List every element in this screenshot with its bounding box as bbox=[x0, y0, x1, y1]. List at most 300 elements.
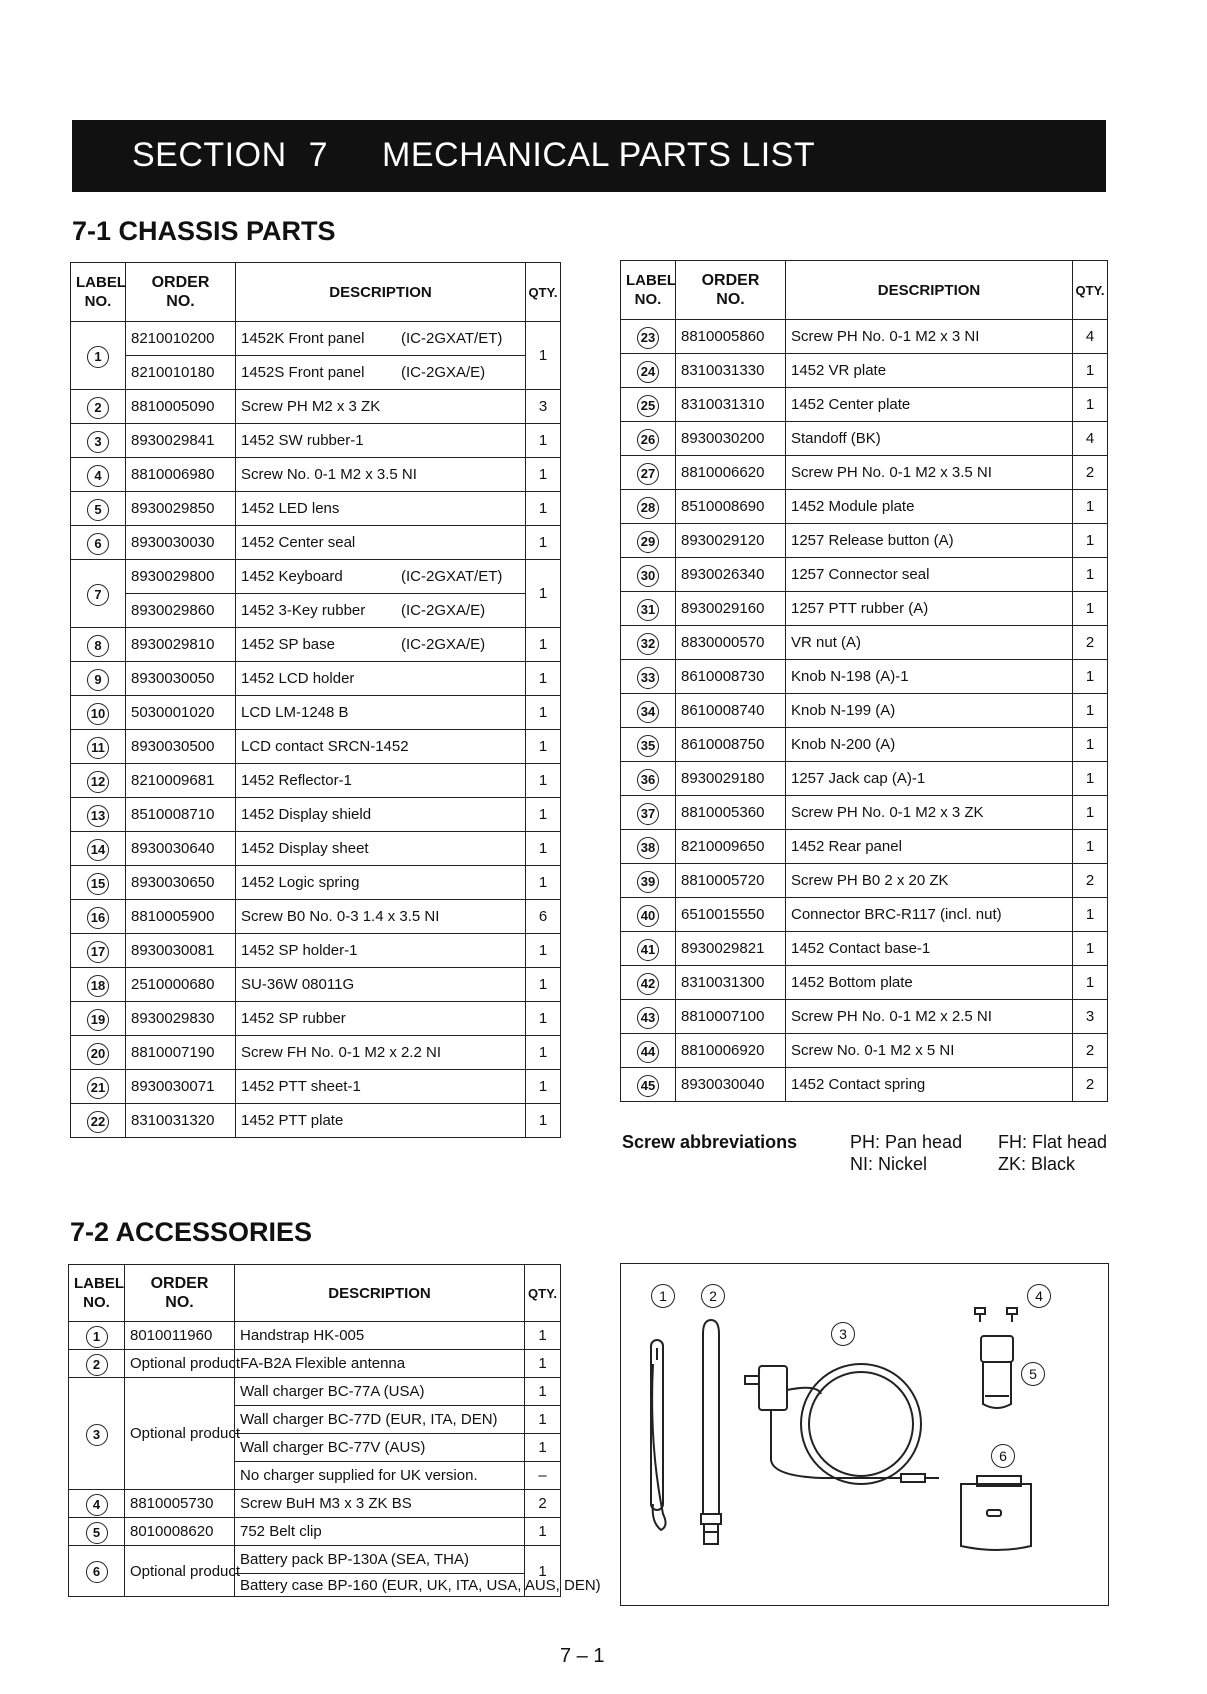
table-row bbox=[621, 456, 1108, 490]
row-qty: 1 bbox=[525, 1518, 561, 1546]
row-order: 8510008710 bbox=[126, 798, 236, 832]
description-text: VR nut (A) bbox=[791, 634, 862, 651]
label-circle: 45 bbox=[637, 1075, 659, 1097]
description-text: Screw PH No. 0-1 M2 x 2.5 NI bbox=[791, 1008, 992, 1025]
row-description bbox=[236, 900, 526, 934]
row-description: Battery case BP-160 (EUR, UK, ITA, USA, AUS, DEN) bbox=[235, 1574, 525, 1597]
label-circle: 31 bbox=[637, 599, 659, 621]
row-label: 3 bbox=[69, 1378, 125, 1490]
table-row bbox=[71, 934, 561, 968]
description-text: Connector BRC-R117 (incl. nut) bbox=[791, 906, 1002, 923]
row-label bbox=[71, 1002, 126, 1036]
label-circle: 30 bbox=[637, 565, 659, 587]
belt-clip-drawing bbox=[981, 1336, 1013, 1408]
row-order: 8930026340 bbox=[676, 558, 786, 592]
row-qty: 4 bbox=[1073, 422, 1108, 456]
row-label bbox=[621, 388, 676, 422]
table-row bbox=[621, 524, 1108, 558]
row-qty: 1 bbox=[526, 1002, 561, 1036]
row-qty: 1 bbox=[526, 560, 561, 628]
row-description: FA-B2A Flexible antenna bbox=[235, 1350, 525, 1378]
table-row bbox=[71, 628, 561, 662]
row-order: 8930029120 bbox=[676, 524, 786, 558]
row-order: 8930030081 bbox=[126, 934, 236, 968]
row-order: 8810007100 bbox=[676, 1000, 786, 1034]
row-description: Battery pack BP-130A (SEA, THA) bbox=[235, 1546, 525, 1574]
table-row bbox=[71, 866, 561, 900]
table-row bbox=[621, 1034, 1108, 1068]
row-description bbox=[786, 694, 1073, 728]
label-circle: 5 bbox=[87, 499, 109, 521]
row-description bbox=[236, 526, 526, 560]
figure-label-1: 1 bbox=[651, 1284, 675, 1308]
description-text: 1452 VR plate bbox=[791, 362, 887, 379]
label-circle: 7 bbox=[87, 584, 109, 606]
description-text: 1452 Logic spring bbox=[241, 874, 360, 891]
row-qty: 1 bbox=[1073, 796, 1108, 830]
label-circle: 35 bbox=[637, 735, 659, 757]
table-row bbox=[621, 354, 1108, 388]
row-label: 6 bbox=[69, 1546, 125, 1597]
description-text: 1452 Reflector-1 bbox=[241, 772, 352, 789]
table-row bbox=[621, 864, 1108, 898]
row-label bbox=[71, 628, 126, 662]
label-circle: 40 bbox=[637, 905, 659, 927]
row-order: 8310031300 bbox=[676, 966, 786, 1000]
row-order: 8310031320 bbox=[126, 1104, 236, 1138]
description-text: 1452 PTT plate bbox=[241, 1112, 344, 1129]
row-description bbox=[236, 866, 526, 900]
row-label bbox=[71, 696, 126, 730]
row-order: 8930030200 bbox=[676, 422, 786, 456]
row-description bbox=[236, 458, 526, 492]
description-text: 1257 Jack cap (A)-1 bbox=[791, 770, 926, 787]
label-circle: 39 bbox=[637, 871, 659, 893]
row-description bbox=[786, 558, 1073, 592]
row-qty: 1 bbox=[1073, 592, 1108, 626]
row-order: 8810005090 bbox=[126, 390, 236, 424]
row-qty: 1 bbox=[526, 764, 561, 798]
row-label bbox=[621, 558, 676, 592]
row-label bbox=[71, 492, 126, 526]
row-qty: 1 bbox=[1073, 388, 1108, 422]
label-circle: 4 bbox=[87, 465, 109, 487]
description-text: 1452 Bottom plate bbox=[791, 974, 913, 991]
row-label: 2 bbox=[69, 1350, 125, 1378]
row-description bbox=[236, 832, 526, 866]
row-order: 8930030050 bbox=[126, 662, 236, 696]
abbr-fh: FH: Flat head bbox=[998, 1132, 1108, 1152]
row-description bbox=[786, 456, 1073, 490]
row-order: 8210010200 bbox=[126, 322, 236, 356]
label-circle: 8 bbox=[87, 635, 109, 657]
label-circle: 12 bbox=[87, 771, 109, 793]
row-description bbox=[786, 354, 1073, 388]
row-label bbox=[71, 662, 126, 696]
row-order: 8930029841 bbox=[126, 424, 236, 458]
screws-drawing bbox=[975, 1308, 1017, 1322]
row-label bbox=[621, 932, 676, 966]
accessories-heading: 7-2 ACCESSORIES bbox=[70, 1217, 313, 1247]
label-circle: 42 bbox=[637, 973, 659, 995]
description-text: Screw No. 0-1 M2 x 3.5 NI bbox=[241, 466, 417, 483]
row-qty: – bbox=[525, 1462, 561, 1490]
row-qty: 2 bbox=[1073, 1068, 1108, 1102]
row-order: 8930029810 bbox=[126, 628, 236, 662]
label-circle: 29 bbox=[637, 531, 659, 553]
description-text: 1452 SW rubber-1 bbox=[241, 432, 364, 449]
row-description bbox=[236, 1036, 526, 1070]
description-text: Knob N-200 (A) bbox=[791, 736, 896, 753]
col-label: LABEL NO. bbox=[621, 261, 676, 320]
row-label bbox=[71, 934, 126, 968]
abbr-zk: ZK: Black bbox=[998, 1154, 1076, 1174]
table-row bbox=[621, 388, 1108, 422]
table-row bbox=[621, 1068, 1108, 1102]
row-order: 8610008730 bbox=[676, 660, 786, 694]
row-label bbox=[621, 762, 676, 796]
label-circle: 21 bbox=[87, 1077, 109, 1099]
row-description bbox=[786, 864, 1073, 898]
row-qty: 1 bbox=[526, 1070, 561, 1104]
row-qty: 1 bbox=[525, 1322, 561, 1350]
row-order: 8810006980 bbox=[126, 458, 236, 492]
row-description bbox=[236, 662, 526, 696]
description-text: Screw B0 No. 0-3 1.4 x 3.5 NI bbox=[241, 908, 440, 925]
row-label bbox=[71, 1104, 126, 1138]
row-label bbox=[71, 866, 126, 900]
col-order: ORDER NO. bbox=[676, 261, 786, 320]
label-circle: 15 bbox=[87, 873, 109, 895]
table-row bbox=[71, 1036, 561, 1070]
row-qty: 1 bbox=[1073, 524, 1108, 558]
description-text: 1452 Center plate bbox=[791, 396, 911, 413]
row-description bbox=[236, 1002, 526, 1036]
row-label bbox=[621, 898, 676, 932]
description-text: 1257 PTT rubber (A) bbox=[791, 600, 929, 617]
row-label bbox=[621, 796, 676, 830]
row-qty: 1 bbox=[526, 866, 561, 900]
table-row bbox=[71, 900, 561, 934]
row-order: 8930029800 bbox=[126, 560, 236, 594]
row-label bbox=[621, 490, 676, 524]
description-text: Knob N-198 (A)-1 bbox=[791, 668, 909, 685]
row-description bbox=[236, 560, 526, 594]
row-label bbox=[621, 1068, 676, 1102]
col-description: DESCRIPTION bbox=[235, 1265, 525, 1322]
label-circle: 3 bbox=[87, 431, 109, 453]
row-qty: 6 bbox=[526, 900, 561, 934]
abbr-ph: PH: Pan head bbox=[850, 1132, 963, 1152]
row-qty: 1 bbox=[1073, 762, 1108, 796]
row-description bbox=[786, 388, 1073, 422]
row-label bbox=[71, 968, 126, 1002]
table-row bbox=[71, 1002, 561, 1036]
row-description: Wall charger BC-77A (USA) bbox=[235, 1378, 525, 1406]
row-order: Optional product bbox=[125, 1546, 235, 1597]
row-order: 8930030650 bbox=[126, 866, 236, 900]
row-order: Optional product bbox=[125, 1350, 235, 1378]
description-text: 1452 Rear panel bbox=[791, 838, 902, 855]
table-row bbox=[621, 1000, 1108, 1034]
row-description: Wall charger BC-77D (EUR, ITA, DEN) bbox=[235, 1406, 525, 1434]
label-circle: 44 bbox=[637, 1041, 659, 1063]
table-row bbox=[71, 968, 561, 1002]
row-qty: 1 bbox=[526, 662, 561, 696]
row-qty: 1 bbox=[1073, 694, 1108, 728]
row-description bbox=[786, 796, 1073, 830]
handstrap-drawing bbox=[651, 1340, 666, 1530]
row-qty: 1 bbox=[526, 832, 561, 866]
row-description bbox=[236, 798, 526, 832]
row-label bbox=[71, 390, 126, 424]
row-description bbox=[236, 356, 526, 390]
row-label bbox=[71, 458, 126, 492]
row-label bbox=[71, 526, 126, 560]
label-circle: 1 bbox=[87, 346, 109, 368]
description-text: LCD contact SRCN-1452 bbox=[241, 738, 409, 755]
row-order: 8210009681 bbox=[126, 764, 236, 798]
description-text: Screw No. 0-1 M2 x 5 NI bbox=[791, 1042, 955, 1059]
row-label bbox=[71, 764, 126, 798]
col-qty: QTY. bbox=[1073, 261, 1108, 320]
row-qty: 1 bbox=[526, 730, 561, 764]
description-text: Screw PH No. 0-1 M2 x 3 ZK bbox=[791, 804, 984, 821]
table-row bbox=[621, 932, 1108, 966]
row-label bbox=[621, 966, 676, 1000]
description-text: Screw PH No. 0-1 M2 x 3 NI bbox=[791, 328, 980, 345]
row-order: 8310031330 bbox=[676, 354, 786, 388]
table-row bbox=[621, 830, 1108, 864]
label-circle: 10 bbox=[87, 703, 109, 725]
table-row bbox=[621, 592, 1108, 626]
table-row bbox=[69, 1350, 561, 1378]
model-variant: (IC-2GXA/E) bbox=[401, 364, 486, 381]
description-text: Knob N-199 (A) bbox=[791, 702, 896, 719]
row-label bbox=[621, 830, 676, 864]
row-qty: 1 bbox=[526, 968, 561, 1002]
description-text: 1452 SP base bbox=[241, 636, 335, 653]
chassis-table-right bbox=[620, 260, 1108, 1102]
description-text: 1452 Contact base-1 bbox=[791, 940, 931, 957]
col-order: ORDER NO. bbox=[125, 1265, 235, 1322]
row-label bbox=[621, 694, 676, 728]
label-circle: 36 bbox=[637, 769, 659, 791]
row-qty: 3 bbox=[526, 390, 561, 424]
description-text: 1452 SP holder-1 bbox=[241, 942, 358, 959]
row-qty: 1 bbox=[525, 1434, 561, 1462]
label-circle: 6 bbox=[87, 533, 109, 555]
row-label bbox=[621, 592, 676, 626]
col-description: DESCRIPTION bbox=[786, 261, 1073, 320]
table-row bbox=[71, 832, 561, 866]
row-description bbox=[236, 1070, 526, 1104]
table-row bbox=[71, 322, 561, 356]
row-qty: 2 bbox=[525, 1490, 561, 1518]
row-order: 8930030071 bbox=[126, 1070, 236, 1104]
label-circle: 43 bbox=[637, 1007, 659, 1029]
table-row bbox=[71, 1104, 561, 1138]
row-description bbox=[236, 968, 526, 1002]
row-qty: 1 bbox=[526, 424, 561, 458]
row-description bbox=[786, 1034, 1073, 1068]
row-description: No charger supplied for UK version. bbox=[235, 1462, 525, 1490]
battery-case-drawing bbox=[961, 1476, 1031, 1550]
row-description: Screw BuH M3 x 3 ZK BS bbox=[235, 1490, 525, 1518]
label-circle: 27 bbox=[637, 463, 659, 485]
row-order: 8930029180 bbox=[676, 762, 786, 796]
table-row bbox=[71, 390, 561, 424]
row-qty: 1 bbox=[1073, 830, 1108, 864]
table-row bbox=[69, 1518, 561, 1546]
description-text: 1257 Release button (A) bbox=[791, 532, 954, 549]
description-text: Screw PH No. 0-1 M2 x 3.5 NI bbox=[791, 464, 992, 481]
table-row bbox=[71, 696, 561, 730]
description-text: Screw PH B0 2 x 20 ZK bbox=[791, 872, 949, 889]
section-title bbox=[132, 136, 815, 175]
row-qty: 1 bbox=[526, 458, 561, 492]
description-text: 1257 Connector seal bbox=[791, 566, 930, 583]
row-description bbox=[236, 628, 526, 662]
col-description: DESCRIPTION bbox=[236, 263, 526, 322]
row-order: 8810006920 bbox=[676, 1034, 786, 1068]
row-description bbox=[786, 660, 1073, 694]
row-order: 8930029160 bbox=[676, 592, 786, 626]
label-circle: 2 bbox=[87, 397, 109, 419]
page-number: 7 – 1 bbox=[560, 1645, 605, 1667]
row-order: 8930030640 bbox=[126, 832, 236, 866]
chassis-table-left bbox=[70, 262, 561, 1138]
abbreviations-title: Screw abbreviations bbox=[622, 1132, 798, 1152]
row-qty: 1 bbox=[526, 798, 561, 832]
row-label bbox=[71, 798, 126, 832]
antenna-drawing bbox=[701, 1320, 721, 1544]
row-description bbox=[786, 592, 1073, 626]
row-order: 8930029830 bbox=[126, 1002, 236, 1036]
row-order: 8010008620 bbox=[125, 1518, 235, 1546]
table-row bbox=[621, 320, 1108, 354]
row-label bbox=[621, 1034, 676, 1068]
label-circle: 20 bbox=[87, 1043, 109, 1065]
row-label bbox=[71, 424, 126, 458]
section-name: MECHANICAL PARTS LIST bbox=[382, 136, 816, 174]
table-row bbox=[71, 458, 561, 492]
row-description bbox=[236, 1104, 526, 1138]
label-circle: 23 bbox=[637, 327, 659, 349]
label-circle: 11 bbox=[87, 737, 109, 759]
description-text: 1452 Center seal bbox=[241, 534, 356, 551]
table-row bbox=[621, 728, 1108, 762]
row-order: 6510015550 bbox=[676, 898, 786, 932]
description-text: Screw FH No. 0-1 M2 x 2.2 NI bbox=[241, 1044, 442, 1061]
row-order: 8010011960 bbox=[125, 1322, 235, 1350]
label-circle: 33 bbox=[637, 667, 659, 689]
row-description bbox=[786, 762, 1073, 796]
row-order: 8610008750 bbox=[676, 728, 786, 762]
row-order: 5030001020 bbox=[126, 696, 236, 730]
table-row bbox=[69, 1490, 561, 1518]
row-label bbox=[621, 626, 676, 660]
row-description bbox=[786, 830, 1073, 864]
row-order: 8930030040 bbox=[676, 1068, 786, 1102]
row-description bbox=[786, 626, 1073, 660]
row-order: 8810006620 bbox=[676, 456, 786, 490]
accessories-table bbox=[68, 1264, 601, 1597]
description-text: 1452 LCD holder bbox=[241, 670, 355, 687]
label-circle: 19 bbox=[87, 1009, 109, 1031]
row-description bbox=[786, 490, 1073, 524]
label-circle: 24 bbox=[637, 361, 659, 383]
table-row bbox=[69, 1378, 561, 1406]
wall-charger-drawing bbox=[745, 1364, 939, 1484]
label-circle: 16 bbox=[87, 907, 109, 929]
description-text: 1452S Front panel bbox=[241, 364, 365, 381]
description-text: SU-36W 08011G bbox=[241, 976, 355, 993]
table-row bbox=[621, 762, 1108, 796]
row-qty: 4 bbox=[1073, 320, 1108, 354]
section-number: 7 bbox=[308, 136, 329, 174]
row-qty: 1 bbox=[1073, 660, 1108, 694]
description-text: 1452 3-Key rubber bbox=[241, 602, 366, 619]
row-order: 8810007190 bbox=[126, 1036, 236, 1070]
label-circle: 38 bbox=[637, 837, 659, 859]
row-order: 8810005860 bbox=[676, 320, 786, 354]
row-description bbox=[786, 524, 1073, 558]
table-row bbox=[621, 796, 1108, 830]
row-description bbox=[236, 764, 526, 798]
table-row bbox=[71, 526, 561, 560]
description-text: 1452 PTT sheet-1 bbox=[241, 1078, 361, 1095]
row-description: Handstrap HK-005 bbox=[235, 1322, 525, 1350]
accessories-illustration bbox=[620, 1263, 1109, 1606]
description-text: 1452 SP rubber bbox=[241, 1010, 346, 1027]
row-order: 8510008690 bbox=[676, 490, 786, 524]
col-label: LABEL NO. bbox=[69, 1265, 125, 1322]
row-label bbox=[621, 660, 676, 694]
label-circle: 17 bbox=[87, 941, 109, 963]
row-label bbox=[71, 730, 126, 764]
accessories-drawing bbox=[621, 1264, 1108, 1605]
row-order: 8930029821 bbox=[676, 932, 786, 966]
row-qty: 1 bbox=[1073, 728, 1108, 762]
description-text: 1452K Front panel bbox=[241, 330, 365, 347]
row-label bbox=[621, 320, 676, 354]
table-row bbox=[71, 560, 561, 594]
row-label bbox=[71, 832, 126, 866]
row-label bbox=[71, 560, 126, 628]
row-order: 8810005360 bbox=[676, 796, 786, 830]
label-circle: 18 bbox=[87, 975, 109, 997]
description-text: 1452 Module plate bbox=[791, 498, 915, 515]
row-description bbox=[786, 1000, 1073, 1034]
row-order: 8930029850 bbox=[126, 492, 236, 526]
label-circle: 34 bbox=[637, 701, 659, 723]
row-description bbox=[786, 320, 1073, 354]
row-order: 8210009650 bbox=[676, 830, 786, 864]
row-description bbox=[786, 422, 1073, 456]
label-circle: 28 bbox=[637, 497, 659, 519]
row-order: 8830000570 bbox=[676, 626, 786, 660]
section-banner bbox=[72, 120, 1106, 192]
row-order: Optional product bbox=[125, 1378, 235, 1490]
row-description bbox=[236, 594, 526, 628]
table-row bbox=[621, 626, 1108, 660]
row-order: 8930029860 bbox=[126, 594, 236, 628]
description-text: Screw PH M2 x 3 ZK bbox=[241, 398, 381, 415]
table-row bbox=[71, 424, 561, 458]
label-circle: 13 bbox=[87, 805, 109, 827]
col-label: LABEL NO. bbox=[71, 263, 126, 322]
